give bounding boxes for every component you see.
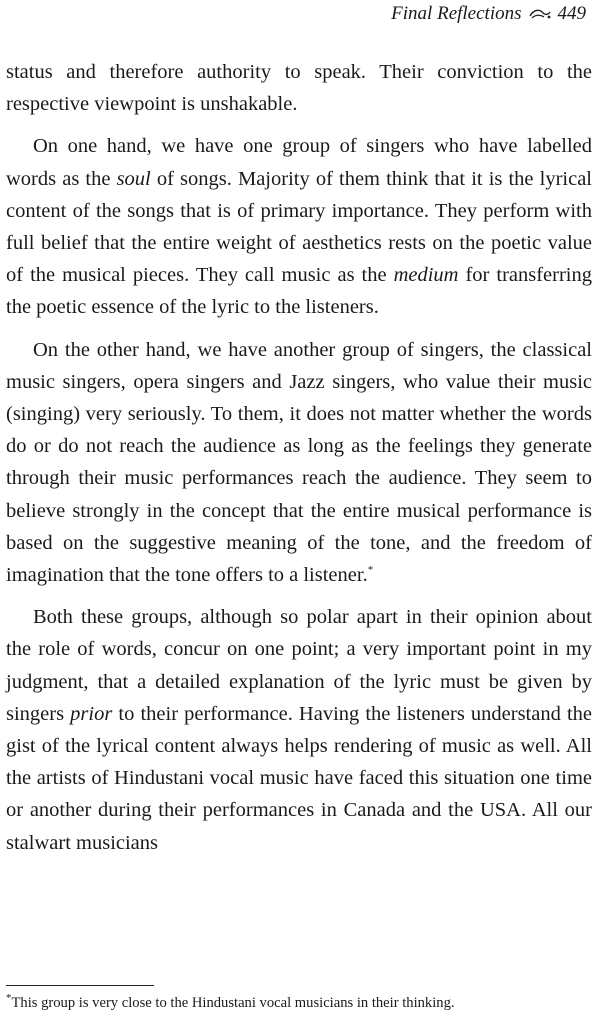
paragraph-4 bbox=[6, 601, 592, 859]
footnote bbox=[6, 993, 592, 1013]
page-number: 449 bbox=[557, 3, 586, 24]
paragraph-3-text: On the other hand, we have another group of singers, the classical music singers, opera singers and Jazz singers, who value their music (singing) very seriously. To them, it does not matter whether the words do or do not reach the audience as long as the feelings they generate through their music performances reach the audience. They seem to believe strongly in the concept that the entire musical performance is based on the suggestive meaning of the tone, and the freedom of imagination that the tone offers to a listener. bbox=[6, 338, 592, 587]
emphasis-medium: medium bbox=[393, 264, 459, 287]
body-text bbox=[6, 56, 592, 869]
running-head bbox=[391, 3, 586, 25]
footnote-text: This group is very close to the Hindustani vocal musicians in their thinking. bbox=[11, 995, 455, 1011]
footnote-mark: * bbox=[6, 992, 12, 1005]
paragraph-3 bbox=[6, 334, 592, 592]
decorative-fleuron-icon bbox=[528, 7, 552, 21]
emphasis-prior: prior bbox=[70, 702, 113, 725]
footnote-divider bbox=[6, 985, 154, 986]
footnote-reference[interactable]: * bbox=[367, 564, 374, 577]
running-title: Final Reflections bbox=[391, 3, 522, 24]
paragraph-2-part-a: On one hand, we have one group of singers who have labelled words as the bbox=[6, 135, 592, 190]
paragraph-1: status and therefore authority to speak. Their conviction to the respective viewpoint is unshakable. bbox=[6, 61, 592, 116]
paragraph-2 bbox=[6, 130, 592, 323]
paragraph-4-part-a: Both these groups, although so polar apart in their opinion about the role of words, concur on one point; a very important point in my judgment, that a detailed explanation of the lyric must be given by singers bbox=[6, 606, 592, 725]
emphasis-soul: soul bbox=[116, 167, 151, 190]
paragraph-2-part-c: for transferring the poetic essence of the lyric to the listeners. bbox=[6, 264, 592, 319]
paragraph-4-part-b: to their performance. Having the listeners understand the gist of the lyrical content always helps rendering of music as well. All the artists of Hindustani vocal music have faced this situation one time or another during their performances in Canada and the USA. All our stalwart musicians bbox=[6, 702, 592, 854]
paragraph-2-part-b: of songs. Majority of them think that it is the lyrical content of the songs that is of primary importance. They perform with full belief that the entire weight of aesthetics rests on the poetic value of the musical pieces. They call music as the bbox=[6, 167, 592, 287]
